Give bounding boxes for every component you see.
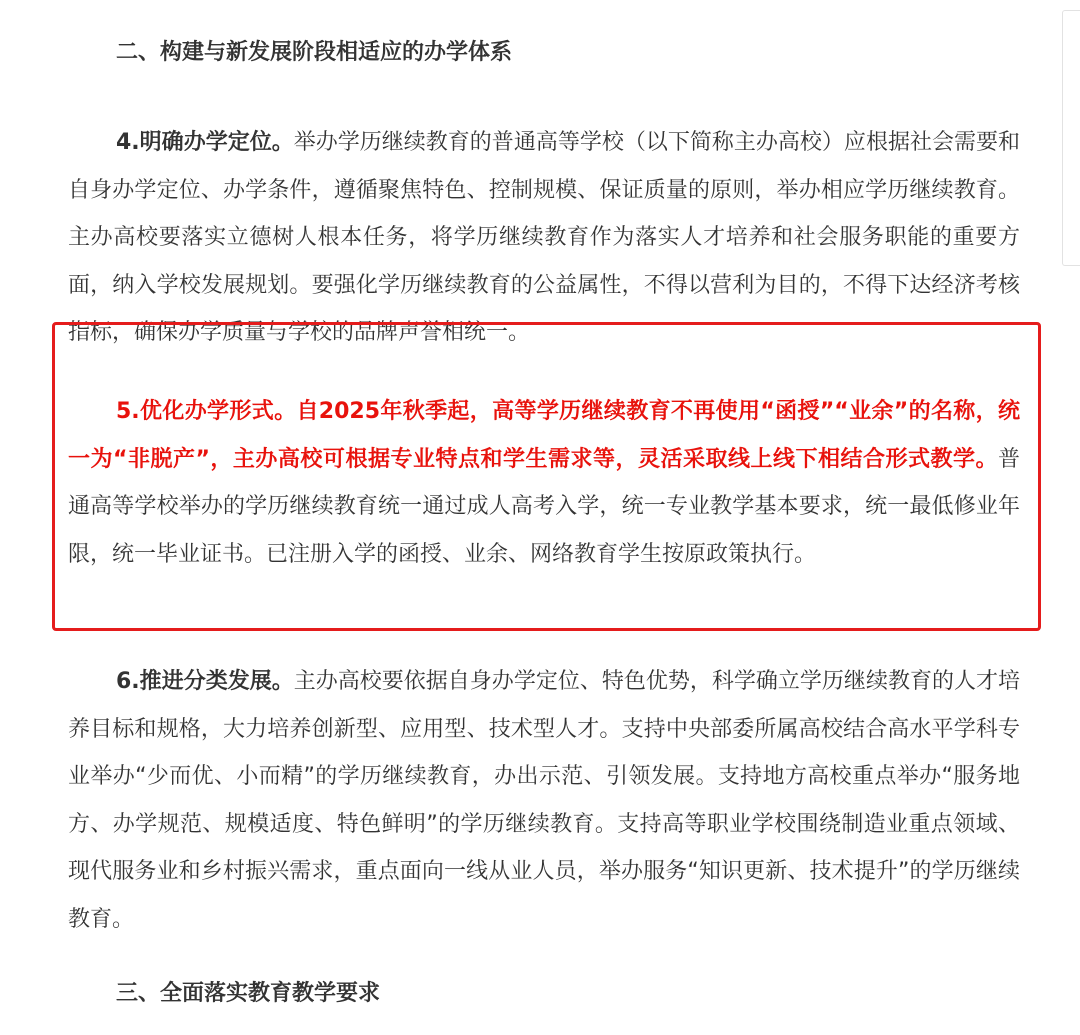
item-4-body: 举办学历继续教育的普通高等学校（以下简称主办高校）应根据社会需要和自身办学定位、办学条件，遵循聚焦特色、控制规模、保证质量的原则，举办相应学历继续教育。主办高校要落实立德树人根本任务，将学历继续教育作为落实人才培养和社会服务职能的重要方面，纳入学校发展规划。要强化学历继续教育的公益属性，不得以营利为目的，不得下达经济考核指标，确保办学质量与学校的品牌声誉相统一。 bbox=[68, 130, 1020, 346]
section-heading-2: 二、构建与新发展阶段相适应的办学体系 bbox=[116, 40, 513, 65]
item-6-lead: 6.推进分类发展。 bbox=[116, 669, 294, 694]
paragraph-item-6 bbox=[68, 658, 1020, 944]
item-4-lead: 4.明确办学定位。 bbox=[116, 130, 294, 155]
paragraph-item-4 bbox=[68, 119, 1020, 357]
item-5-lead: 5.优化办学形式。自2025年秋季起，高等学历继续教育不再使用“函授”“业余”的名称，统一为“非脱产”，主办高校可根据专业特点和学生需求等，灵活采取线上线下相结合形式教学。 bbox=[68, 399, 1020, 472]
section-heading-3: 三、全面落实教育教学要求 bbox=[116, 981, 381, 1006]
item-6-body: 主办高校要依据自身办学定位、特色优势，科学确立学历继续教育的人才培养目标和规格，大力培养创新型、应用型、技术型人才。支持中央部委所属高校结合高水平学科专业举办“少而优、小而精”的学历继续教育，办出示范、引领发展。支持地方高校重点举办“服务地方、办学规范、规模适度、特色鲜明”的学历继续教育。支持高等职业学校围绕制造业重点领域、现代服务业和乡村振兴需求，重点面向一线从业人员，举办服务“知识更新、技术提升”的学历继续教育。 bbox=[68, 669, 1020, 932]
item-5-body: 普通高等学校举办的学历继续教育统一通过成人高考入学，统一专业教学基本要求，统一最低修业年限，统一毕业证书。已注册入学的函授、业余、网络教育学生按原政策执行。 bbox=[68, 446, 1020, 567]
scrollbar-track[interactable] bbox=[1062, 10, 1080, 266]
paragraph-item-5 bbox=[68, 388, 1020, 578]
